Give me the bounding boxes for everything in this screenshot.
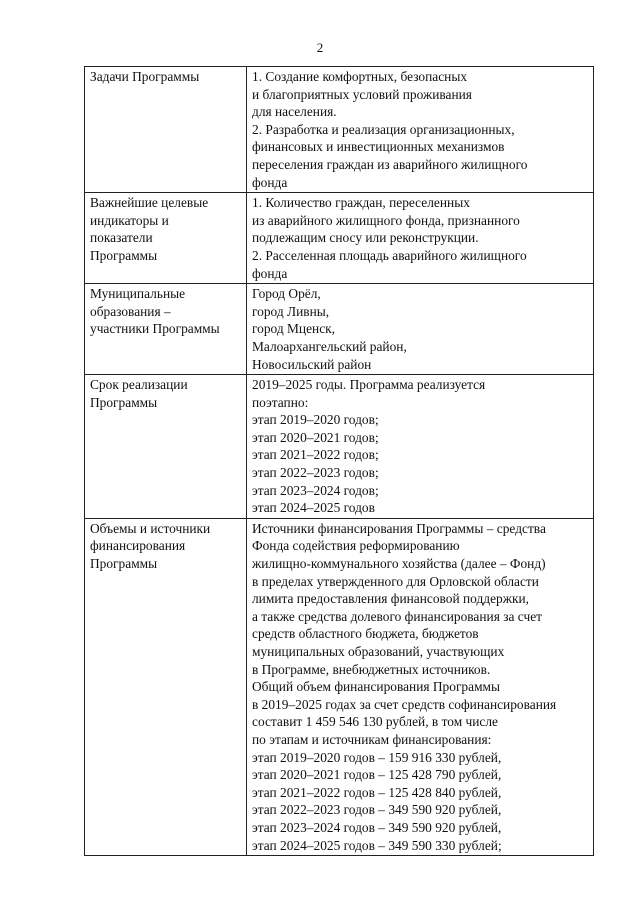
label-line: показатели	[90, 230, 153, 246]
value-line: финансовых и инвестиционных механизмов	[252, 139, 505, 155]
label-line: Срок реализации	[90, 377, 188, 393]
value-line: фонда	[252, 265, 288, 281]
value-line: 2019–2025 годы. Программа реализуется	[252, 377, 486, 393]
value-line: средств областного бюджета, бюджетов	[252, 626, 479, 642]
value-line: Город Орёл,	[252, 286, 321, 302]
label-line: Программы	[90, 247, 158, 263]
value-line: этап 2020–2021 годов;	[252, 429, 379, 445]
value-line: лимита предоставления финансовой поддержки,	[252, 591, 529, 607]
table-row	[85, 193, 594, 284]
row-label	[85, 518, 247, 855]
label-line: финансирования	[90, 538, 186, 554]
value-line: город Мценск,	[252, 321, 335, 337]
value-line: по этапам и источникам финансирования:	[252, 731, 492, 747]
value-line: этап 2019–2020 годов – 159 916 330 рублей,	[252, 749, 502, 765]
value-line: для населения.	[252, 104, 337, 120]
value-line: из аварийного жилищного фонда, признанного	[252, 212, 520, 228]
value-line: подлежащим сносу или реконструкции.	[252, 230, 479, 246]
value-line: жилищно-коммунального хозяйства (далее – Фонд)	[252, 556, 546, 572]
row-label	[85, 67, 247, 193]
label-line: Программы	[90, 394, 158, 410]
value-line: муниципальных образований, участвующих	[252, 644, 505, 659]
label-line: Программы	[90, 556, 158, 572]
row-label	[85, 193, 247, 284]
label-line: Муниципальные	[90, 286, 186, 302]
label-line: индикаторы и	[90, 212, 169, 228]
program-passport-table	[84, 66, 594, 856]
value-line: составит 1 459 546 130 рублей, в том числе	[252, 714, 498, 730]
value-line: Источники финансирования Программы – средства	[252, 520, 546, 536]
value-line: в 2019–2025 годах за счет средств софинансирования	[252, 696, 557, 712]
label-line: Объемы и источники	[90, 520, 211, 536]
value-line: этап 2021–2022 годов – 125 428 840 рублей,	[252, 784, 502, 800]
value-line: Фонда содействия реформированию	[252, 538, 460, 554]
value-line: и благоприятных условий проживания	[252, 86, 472, 102]
row-value	[247, 67, 594, 193]
label-line: образования –	[90, 303, 171, 319]
label-line: Важнейшие целевые	[90, 195, 209, 211]
value-line: 1. Создание комфортных, безопасных	[252, 69, 468, 84]
table-row	[85, 375, 594, 519]
value-line: фонда	[252, 174, 288, 190]
value-line: этап 2024–2025 годов – 349 590 330 рублей;	[252, 837, 502, 853]
value-line: Общий объем финансирования Программы	[252, 679, 501, 695]
value-line: 1. Количество граждан, переселенных	[252, 195, 470, 211]
value-line: в пределах утвержденного для Орловской области	[252, 573, 539, 589]
value-line: Новосильский район	[252, 356, 372, 372]
value-line: этап 2023–2024 годов;	[252, 482, 379, 498]
row-value	[247, 518, 594, 855]
value-line: 2. Расселенная площадь аварийного жилищного	[252, 247, 527, 263]
value-line: Малоархангельский район,	[252, 338, 407, 354]
label-line: Задачи Программы	[90, 69, 200, 84]
value-line: этап 2024–2025 годов	[252, 500, 375, 516]
value-line: этап 2022–2023 годов;	[252, 465, 379, 481]
value-line: город Ливны,	[252, 303, 330, 319]
value-line: а также средства долевого финансирования за счет	[252, 608, 542, 624]
value-line: этап 2020–2021 годов – 125 428 790 рублей,	[252, 767, 502, 783]
table-row	[85, 518, 594, 855]
row-value	[247, 375, 594, 519]
value-line: этап 2022–2023 годов – 349 590 920 рублей,	[252, 802, 502, 818]
row-label	[85, 284, 247, 375]
value-line: этап 2019–2020 годов;	[252, 412, 379, 428]
row-value	[247, 284, 594, 375]
value-line: поэтапно:	[252, 394, 309, 410]
value-line: переселения граждан из аварийного жилищного	[252, 156, 528, 172]
row-label	[85, 375, 247, 519]
value-line: 2. Разработка и реализация организационных,	[252, 121, 515, 137]
value-line: этап 2021–2022 годов;	[252, 447, 379, 463]
value-line: этап 2023–2024 годов – 349 590 920 рублей,	[252, 819, 502, 835]
label-line: участники Программы	[90, 321, 220, 337]
table-row	[85, 284, 594, 375]
table-row	[85, 67, 594, 193]
page-number: 2	[316, 40, 324, 55]
row-value	[247, 193, 594, 284]
value-line: в Программе, внебюджетных источников.	[252, 661, 491, 677]
